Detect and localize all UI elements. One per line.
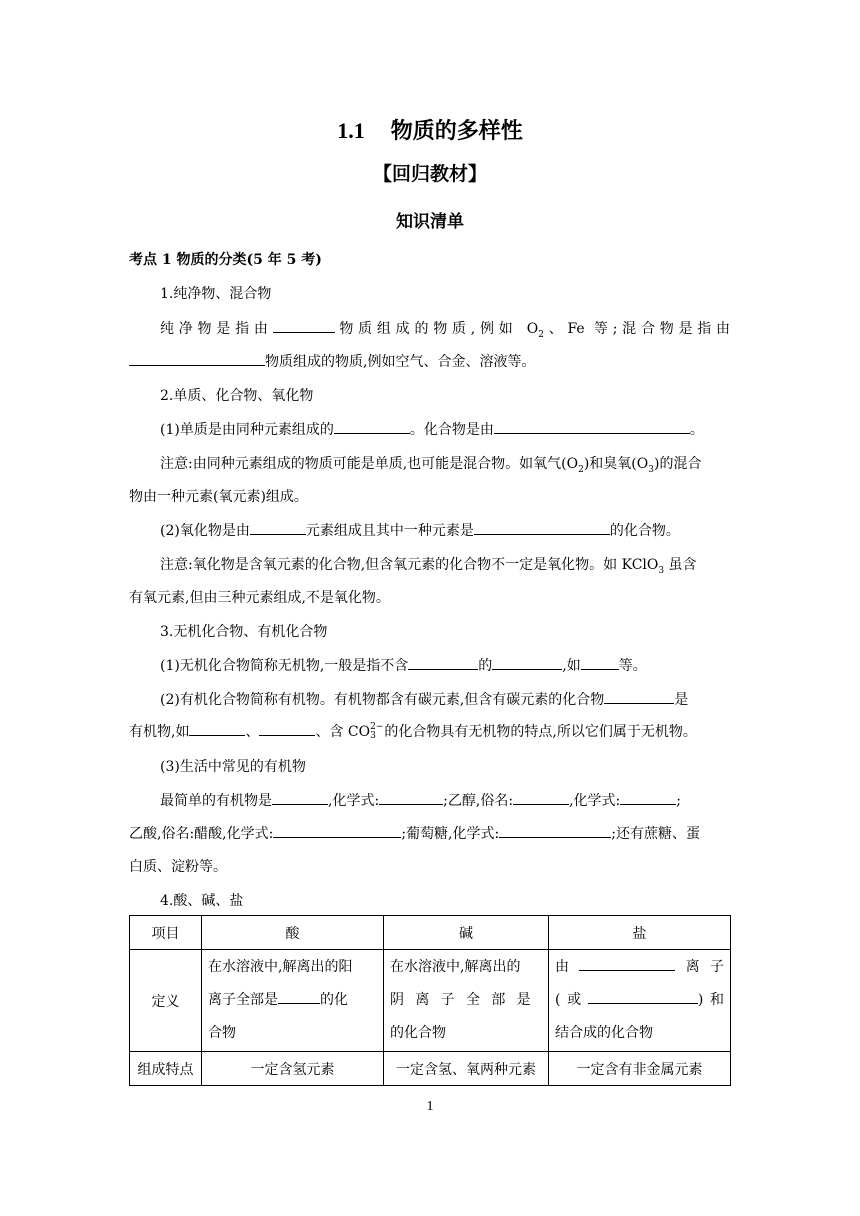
blank (250, 522, 306, 535)
text: ,化学式: (328, 793, 380, 809)
text: 阴离子全部是 (390, 992, 542, 1008)
subscript: 3 (648, 464, 654, 475)
text: 有机物,如 (129, 724, 190, 740)
p2-note2 (160, 554, 761, 576)
base-composition: 一定含氢、氧两种元素 (384, 1052, 549, 1086)
cell-line: 合物 (208, 1025, 236, 1041)
title-number: 1.1 (337, 118, 365, 143)
blank (620, 792, 676, 805)
row-label: 定义 (130, 950, 202, 1052)
text: (2)有机化合物简称有机物。有机物都含有碳元素,但含有碳元素的化合物 (160, 692, 605, 708)
p2-s2 (160, 520, 761, 540)
blank (278, 991, 320, 1004)
p3-s2-cont (129, 721, 730, 741)
text: )和 (697, 992, 724, 1008)
title-text: 物质的多样性 (390, 118, 523, 144)
p3-s2 (160, 689, 761, 709)
subscript: 3 (658, 565, 665, 576)
text: 、含 CO (315, 724, 371, 740)
blank (272, 792, 328, 805)
text: 物质组成的物质,例如 O (334, 321, 539, 337)
cell-line: 结合成的化合物 (555, 1025, 653, 1041)
text: (1)无机化合物简称无机物,一般是指不含 (160, 658, 409, 674)
text: 离子 (675, 959, 725, 975)
text: 。 (689, 422, 704, 438)
page-title (0, 114, 860, 145)
text: 、Fe 等;混合物是指由 (543, 321, 731, 337)
cell-line: 在水溶液中,解离出的 (390, 959, 521, 975)
text: 。化合物是由 (409, 422, 494, 438)
co3-charge (370, 723, 383, 741)
text: 由 (555, 959, 580, 975)
text: 注意:氧化物是含氧元素的化合物,但含氧元素的化合物不一定是氧化物。如 KClO (160, 557, 659, 573)
p2-s1 (160, 419, 761, 439)
text: 是 (674, 692, 689, 708)
text: 离子全部是 (208, 992, 278, 1008)
text: ,如 (562, 658, 581, 674)
cell-line: 的化合物 (390, 1025, 446, 1041)
blank (604, 691, 674, 704)
p4-heading: 4.酸、碱、盐 (160, 893, 244, 909)
text: (2)氧化物是由 (160, 523, 250, 539)
p1-line2 (129, 351, 730, 371)
p3-heading: 3.无机化合物、有机化合物 (160, 624, 328, 640)
text: 的化合物。 (609, 523, 680, 539)
blank (474, 522, 610, 535)
table-header-row (130, 916, 731, 950)
p3-l3: 白质、淀粉等。 (129, 859, 227, 875)
table-row (130, 950, 731, 1052)
acid-composition: 一定含氢元素 (202, 1052, 384, 1086)
text: 元素组成且其中一种元素是 (305, 523, 474, 539)
text: (1)单质是由同种元素组成的 (160, 422, 334, 438)
text: 、 (245, 724, 260, 740)
text: ;乙醇,俗名: (443, 793, 514, 809)
blank (492, 657, 562, 670)
blank (189, 723, 245, 736)
p3-l2 (129, 823, 730, 843)
blank (129, 353, 265, 366)
page-number: 1 (426, 1099, 434, 1114)
superscript: 2− (370, 722, 384, 732)
text: 的 (478, 658, 493, 674)
text: ;还有蔗糖、蛋 (611, 826, 700, 842)
blank (408, 657, 478, 670)
text: 物质组成的物质,例如空气、合金、溶液等。 (265, 354, 536, 370)
blank (494, 421, 690, 434)
table-header: 碱 (384, 916, 549, 950)
text: ,化学式: (569, 793, 621, 809)
cell-line (555, 951, 724, 984)
table-header: 项目 (130, 916, 202, 950)
blank (513, 792, 569, 805)
cell-line (208, 984, 377, 1017)
text: )和臭氧(O (583, 456, 649, 472)
p2-note2-cont: 有氧元素,但由三种元素组成,不是氧化物。 (129, 590, 390, 606)
p1-line1 (160, 318, 730, 340)
p2-note1 (160, 453, 761, 475)
p2-note1-cont: 物由一种元素(氧元素)组成。 (129, 489, 308, 505)
subtitle: 【回归教材】 (372, 163, 487, 185)
blank (579, 958, 675, 971)
cell-line: 在水溶液中,解离出的阳 (208, 959, 353, 975)
text: ; (676, 793, 681, 809)
subscript: 3 (370, 731, 376, 741)
text: (或 (555, 992, 588, 1008)
blank (273, 320, 335, 333)
text: 的化合物具有无机物的特点,所以它们属于无机物。 (384, 724, 697, 740)
p3-s1 (160, 655, 761, 675)
blank (273, 825, 401, 838)
cell-line (390, 984, 542, 1017)
p3-l1 (160, 790, 761, 810)
blank (499, 825, 611, 838)
row-label: 组成特点 (130, 1052, 202, 1086)
table-header: 酸 (202, 916, 384, 950)
subscript: 2 (538, 329, 544, 340)
acid-definition (202, 950, 384, 1052)
cell-line (555, 984, 724, 1017)
base-definition (384, 950, 549, 1052)
text: ;葡萄糖,化学式: (401, 826, 500, 842)
blank (588, 991, 698, 1004)
text: 虽含 (664, 557, 697, 573)
blank (379, 792, 443, 805)
subscript: 2 (578, 464, 584, 475)
text: 等。 (618, 658, 647, 674)
text: 乙酸,俗名:醋酸,化学式: (129, 826, 274, 842)
text: 的化 (320, 992, 348, 1008)
kaodian-heading: 考点 1 物质的分类(5 年 5 考) (129, 252, 322, 268)
text: 最简单的有机物是 (160, 793, 272, 809)
text: 注意:由同种元素组成的物质可能是单质,也可能是混合物。如氧气(O (160, 456, 579, 472)
table-header: 盐 (549, 916, 731, 950)
table-row (130, 1052, 731, 1086)
acid-base-salt-table (129, 915, 731, 1086)
p2-heading: 2.单质、化合物、氧化物 (160, 388, 314, 404)
p1-heading: 1.纯净物、混合物 (160, 286, 272, 302)
blank (581, 657, 619, 670)
salt-definition (549, 950, 731, 1052)
text: )的混合 (653, 456, 702, 472)
salt-composition: 一定含有非金属元素 (549, 1052, 731, 1086)
blank (259, 723, 315, 736)
blank (334, 421, 410, 434)
p3-s3: (3)生活中常见的有机物 (160, 759, 306, 775)
text: 纯净物是指由 (160, 321, 273, 337)
section-heading: 知识清单 (396, 212, 464, 232)
